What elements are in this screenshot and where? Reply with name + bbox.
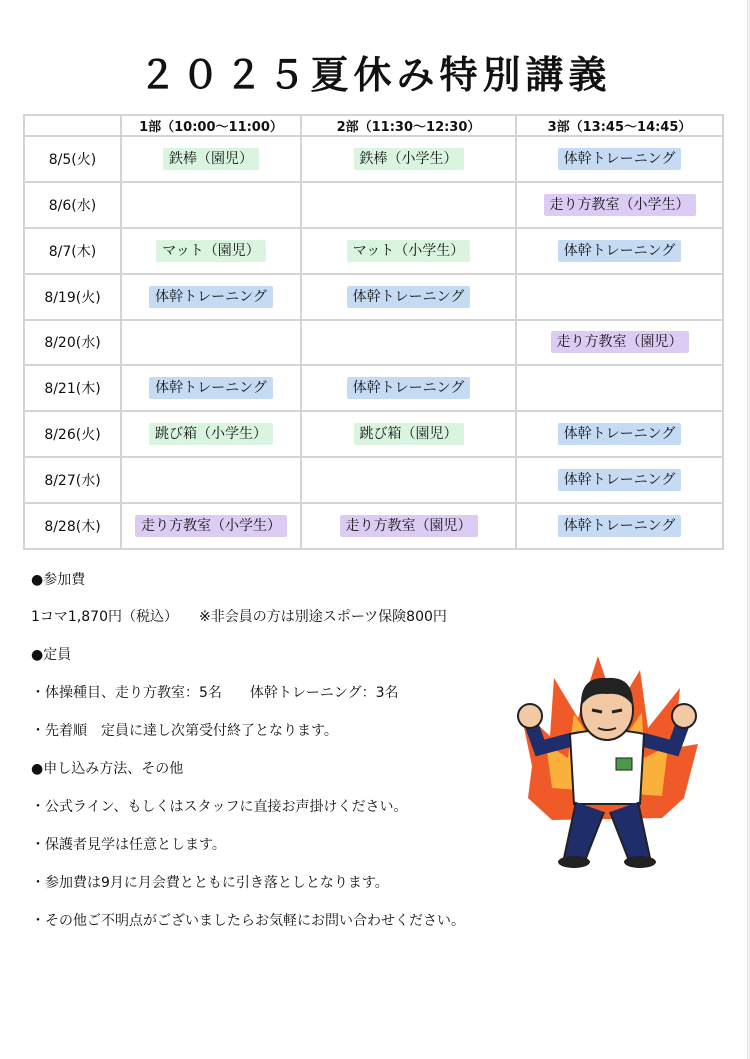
right-eye [612,710,622,712]
class-tag: 体幹トレーニング [558,515,682,537]
capacity-heading: ●定員 [31,647,72,663]
class-tag: 跳び箱（小学生） [149,423,273,445]
apply-line-2: ・保護者見学は任意とします。 [31,837,226,853]
schedule-body [24,136,723,549]
schedule-table [23,114,724,550]
class-tag: 体幹トレーニング [558,148,682,170]
session-1-cell [121,182,301,228]
class-tag: 鉄棒（小学生） [354,148,464,170]
session-2-cell [301,228,516,274]
table-row [24,411,723,457]
session-3-cell [516,228,723,274]
class-tag: 走り方教室（小学生） [544,194,696,216]
session-1-cell [121,274,301,320]
shirt-logo [616,758,632,770]
class-tag: 跳び箱（園児） [354,423,464,445]
left-eye [592,710,602,712]
session-1-cell [121,457,301,503]
session-3-cell [516,182,723,228]
date-cell: 8/19(火) [24,274,121,320]
session-1-cell [121,136,301,182]
session-2-cell [301,274,516,320]
date-cell: 8/7(木) [24,228,121,274]
table-row [24,503,723,549]
session-2-cell [301,136,516,182]
session-2-cell [301,457,516,503]
session-3-cell [516,136,723,182]
session-1-cell [121,365,301,411]
session-2-cell [301,320,516,366]
right-shoe [624,856,656,868]
session-3-cell [516,503,723,549]
class-tag: 体幹トレーニング [149,286,273,308]
header-session-1: 1部（10:00〜11:00） [121,115,301,136]
class-tag: 体幹トレーニング [558,240,682,262]
header-session-2: 2部（11:30〜12:30） [301,115,516,136]
class-tag: 体幹トレーニング [149,377,273,399]
table-row [24,228,723,274]
coach-mascot-illustration [512,648,702,870]
session-2-cell [301,182,516,228]
session-1-cell [121,411,301,457]
header-session-3: 3部（13:45〜14:45） [516,115,723,136]
torso-shirt [570,730,644,804]
class-tag: 鉄棒（園児） [163,148,259,170]
date-cell: 8/28(木) [24,503,121,549]
table-header-row [24,115,723,136]
class-tag: 体幹トレーニング [558,423,682,445]
capacity-line-2: ・先着順 定員に達し次第受付終了となります。 [31,723,338,739]
left-fist [518,704,542,728]
date-cell: 8/21(木) [24,365,121,411]
apply-line-4: ・その他ご不明点がございましたらお気軽にお問い合わせください。 [31,913,465,929]
session-2-cell [301,411,516,457]
date-cell: 8/6(水) [24,182,121,228]
apply-line-3: ・参加費は9月に月会費とともに引き落としとなります。 [31,875,389,891]
session-2-cell [301,503,516,549]
session-1-cell [121,320,301,366]
table-row [24,365,723,411]
table-row [24,136,723,182]
table-row [24,182,723,228]
right-fist [672,704,696,728]
session-1-cell [121,503,301,549]
class-tag: 体幹トレーニング [558,469,682,491]
class-tag: マット（小学生） [347,240,470,262]
left-shoe [558,856,590,868]
session-2-cell [301,365,516,411]
session-3-cell [516,411,723,457]
class-tag: マット（園児） [156,240,265,262]
session-3-cell [516,274,723,320]
fee-heading: ●参加費 [31,572,86,588]
apply-heading: ●申し込み方法、その他 [31,761,184,777]
class-tag: 走り方教室（園児） [340,515,478,537]
session-1-cell [121,228,301,274]
date-cell: 8/5(火) [24,136,121,182]
class-tag: 走り方教室（小学生） [135,515,287,537]
session-3-cell [516,320,723,366]
session-3-cell [516,365,723,411]
fee-text: 1コマ1,870円（税込） ※非会員の方は別途スポーツ保険800円 [31,609,447,625]
date-cell: 8/20(水) [24,320,121,366]
table-row [24,457,723,503]
date-cell: 8/27(水) [24,457,121,503]
class-tag: 体幹トレーニング [347,377,471,399]
capacity-line-1: ・体操種目、走り方教室：5名 体幹トレーニング：3名 [31,685,399,701]
session-3-cell [516,457,723,503]
page-title: ２０２５夏休み特別講義 [138,53,612,97]
apply-line-1: ・公式ライン、もしくはスタッフに直接お声掛けください。 [31,799,408,815]
header-corner [24,115,121,136]
class-tag: 体幹トレーニング [347,286,471,308]
class-tag: 走り方教室（園児） [551,331,689,353]
date-cell: 8/26(火) [24,411,121,457]
table-row [24,274,723,320]
table-row [24,320,723,366]
